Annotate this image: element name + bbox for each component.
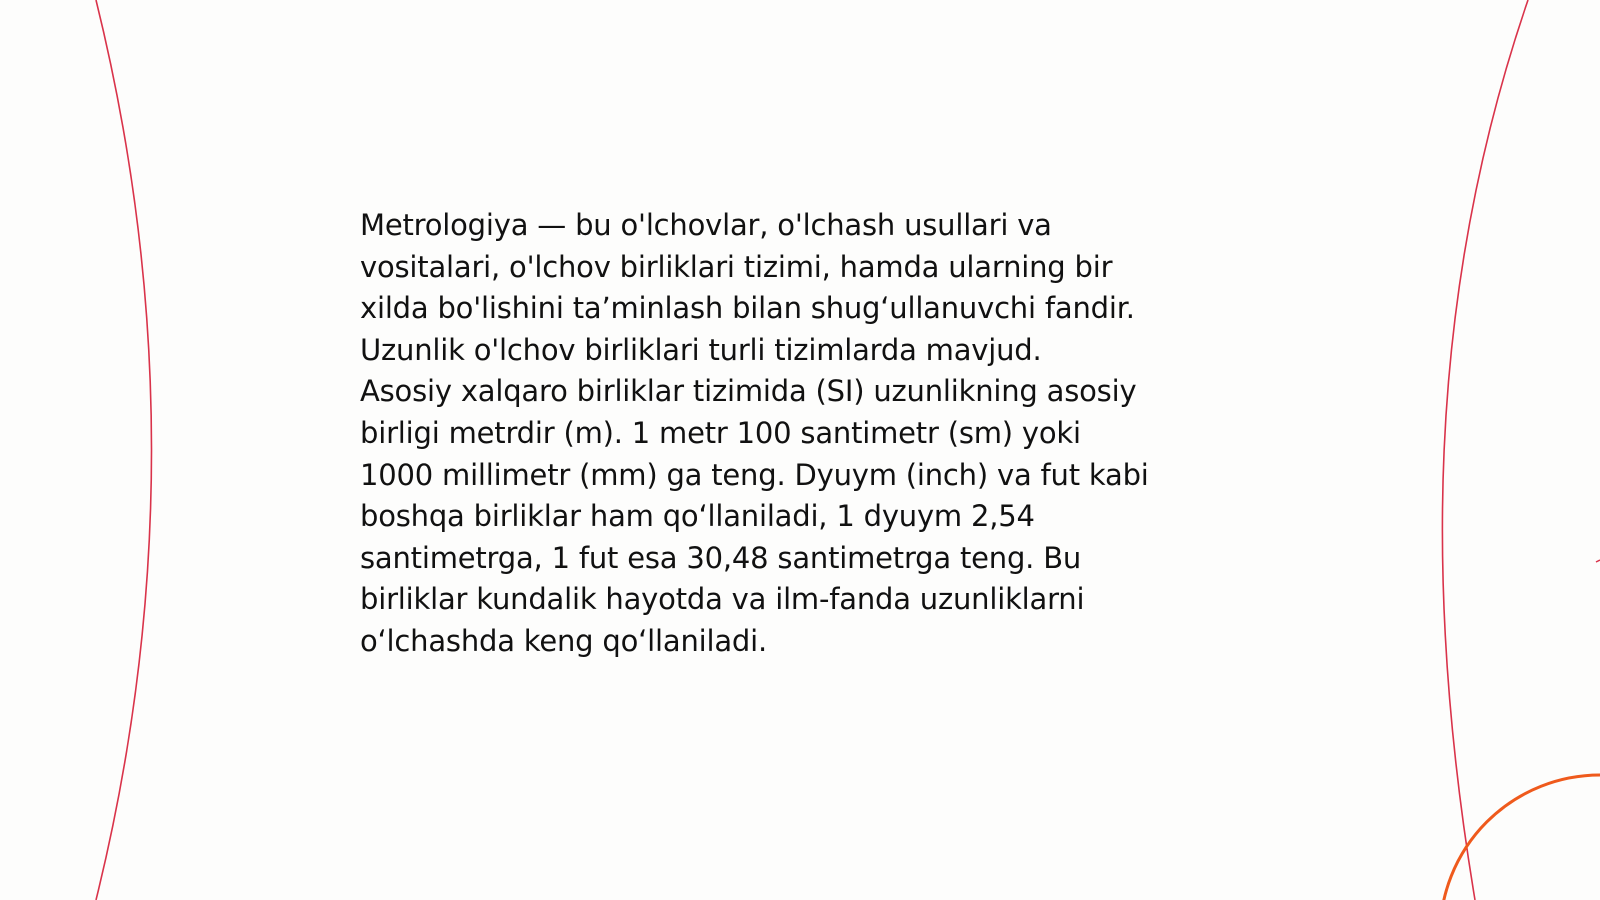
- left-curve-line: [96, 0, 152, 900]
- small-tick-mark: [1596, 560, 1600, 562]
- right-curve-line: [1442, 0, 1528, 900]
- accent-arc: [1440, 775, 1600, 900]
- body-text: Metrologiya — bu o'lchovlar, o'lchash usullari va vositalari, o'lchov birliklari tizimi, hamda ularning bir xilda bo'lishini ta’minlash bilan shug‘ullanuvchi fandir. Uzunlik o'lchov birliklari turli tizimlarda mavjud. Asosiy xalqaro birliklar tizimida (SI) uzunlikning asosiy birligi metrdir (m). 1 metr 100 santimetr (sm) yoki 1000 millimetr (mm) ga teng. Dyuym (inch) va fut kabi boshqa birliklar ham qo‘llaniladi, 1 dyuym 2,54 santimetrga, 1 fut esa 30,48 santimetrga teng. Bu birliklar kundalik hayotda va ilm-fanda uzunliklarni o‘lchashda keng qo‘llaniladi.: [360, 208, 1149, 658]
